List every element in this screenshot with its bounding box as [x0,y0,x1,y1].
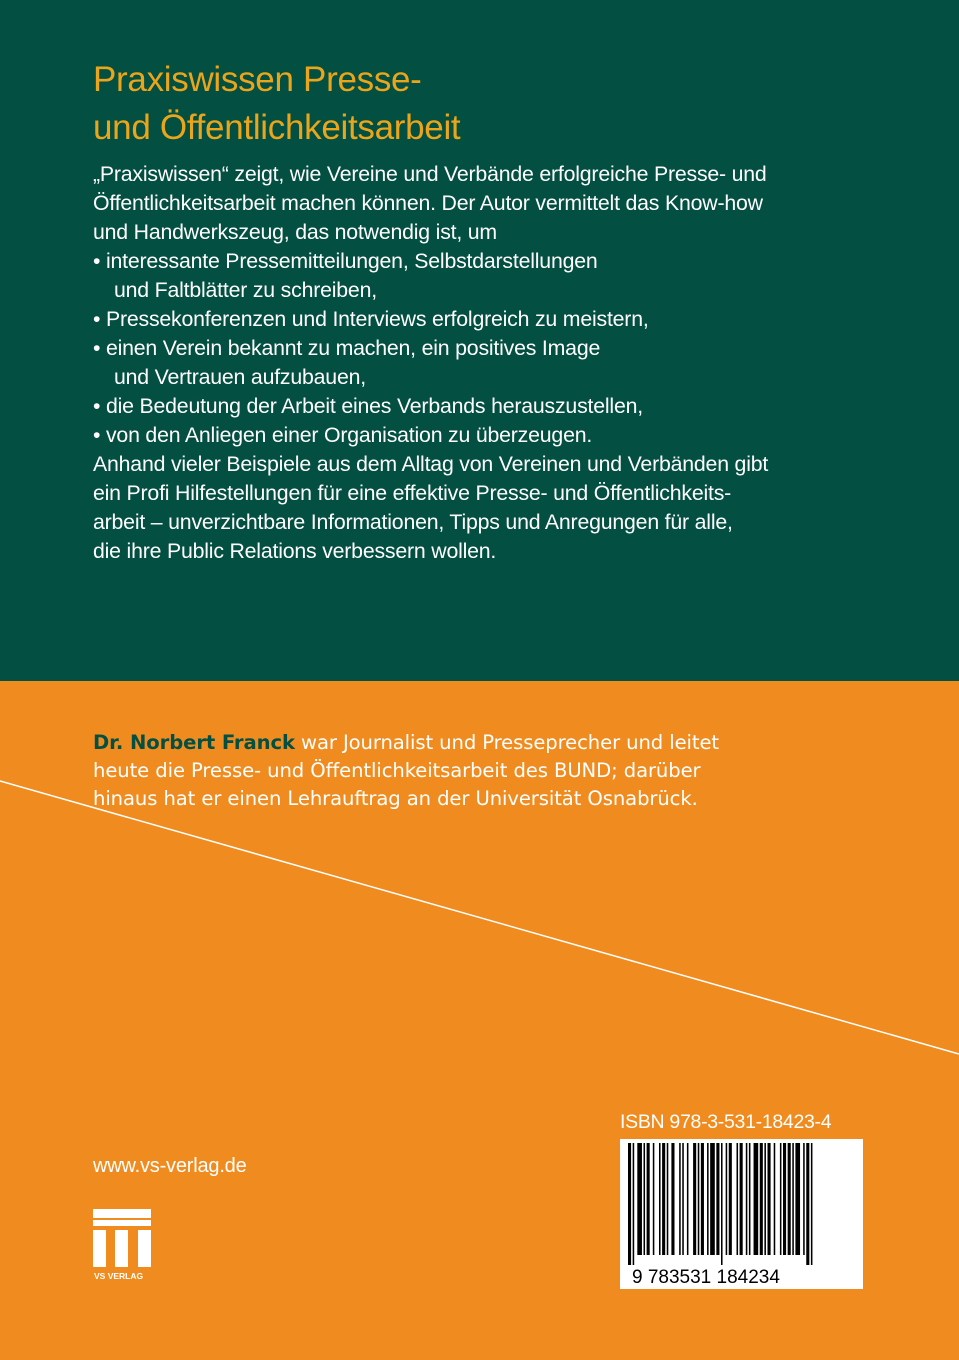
barcode-bar [644,1143,646,1255]
barcode-bar [768,1143,771,1255]
title-line-1: Praxiswissen Presse- [93,60,422,99]
publisher-logo-icon [93,1209,153,1283]
barcode-bar [792,1143,794,1255]
blurb-bullet-continuation: und Vertrauen aufzubauen, [114,365,366,389]
barcode-bar [693,1143,696,1255]
barcode-bar [716,1143,719,1255]
publisher-url[interactable]: www.vs-verlag.de [93,1155,247,1177]
barcode-bar [783,1143,786,1255]
blurb-bullet: • die Bedeutung der Arbeit eines Verbands herauszustellen, [93,394,643,418]
blurb-bullet: • interessante Pressemitteilungen, Selbstdarstellungen [93,249,598,273]
barcode-bar [633,1143,635,1265]
author-bio-line-1-rest: war Journalist und Presseprecher und leitet [294,731,720,754]
author-name: Dr. Norbert Franck [93,731,295,754]
vs-verlag-logo [93,1209,153,1283]
barcode-bar [803,1143,805,1255]
logo-text: VS VERLAG [94,1271,144,1281]
barcode-bar [729,1143,732,1255]
blurb-intro-line: „Praxiswissen“ zeigt, wie Vereine und Verbände erfolgreiche Presse- und [93,162,767,186]
blurb-outro-line: ein Profi Hilfestellungen für eine effektive Presse- und Öffentlichkeits- [93,481,732,505]
barcode-bar [764,1143,766,1255]
isbn-label: ISBN 978-3-531-18423-4 [620,1111,832,1133]
barcode-bar [679,1143,681,1255]
barcode-bar [774,1143,776,1255]
blurb-outro-line: Anhand vieler Beispiele aus dem Alltag von Vereinen und Verbänden gibt [93,452,769,476]
barcode-bar [760,1143,763,1255]
barcode-bar [671,1143,674,1255]
barcode-bar [662,1143,665,1255]
title-line-2: und Öffentlichkeitsarbeit [93,108,461,147]
barcode-bar [707,1143,709,1255]
barcode-bar [687,1143,689,1255]
blurb-intro-line: und Handwerkszeug, das notwendig ist, um [93,220,497,244]
blurb-outro-line: die ihre Public Relations verbessern wollen. [93,539,497,563]
blurb-outro-line: arbeit – unverzichtbare Informationen, Tipps und Anregungen für alle, [93,510,733,534]
barcode-bar [811,1143,813,1265]
blurb-bullet: • von den Anliegen einer Organisation zu überzeugen. [93,423,593,447]
blurb-bullet: • Pressekonferenzen und Interviews erfolgreich zu meistern, [93,307,649,331]
barcode-bar [746,1143,748,1255]
barcode-bar [659,1143,661,1255]
author-bio-line-2: heute die Presse- und Öffentlichkeitsarbeit des BUND; darüber [93,759,701,782]
barcode-bar [726,1143,728,1255]
barcode-bar [754,1143,759,1255]
barcode-bar [721,1143,723,1265]
barcode-bar [701,1143,704,1255]
barcode-digits: 9 783531 184234 [632,1267,780,1288]
barcode-bar [737,1143,739,1255]
blurb-bullet: • einen Verein bekannt zu machen, ein positives Image [93,336,601,360]
barcode-bar [749,1143,751,1255]
barcode-bar [653,1143,655,1255]
barcode-bar [740,1143,743,1255]
barcode-bar [647,1143,650,1255]
blurb-text [93,160,873,566]
barcode-graphic [620,1139,863,1289]
barcode-bar [667,1143,669,1255]
barcode-bar [780,1143,782,1255]
barcode-bar [637,1143,642,1255]
barcode-bar [682,1143,684,1255]
barcode-bar [698,1143,700,1255]
barcode-bar [628,1143,631,1265]
author-bio [93,729,893,813]
barcode-bar [806,1143,809,1265]
barcode-bar [795,1143,800,1255]
barcode-bar [710,1143,715,1255]
book-title [93,56,460,152]
barcode-bar [788,1143,791,1255]
author-bio-line-3: hinaus hat er einen Lehrauftrag an der Universität Osnabrück. [93,787,698,810]
barcode [620,1139,863,1289]
blurb-bullet-continuation: und Faltblätter zu schreiben, [114,278,377,302]
blurb-intro-line: Öffentlichkeitsarbeit machen können. Der Autor vermittelt das Know-how [93,191,763,215]
author-bio-line-1 [93,729,893,757]
